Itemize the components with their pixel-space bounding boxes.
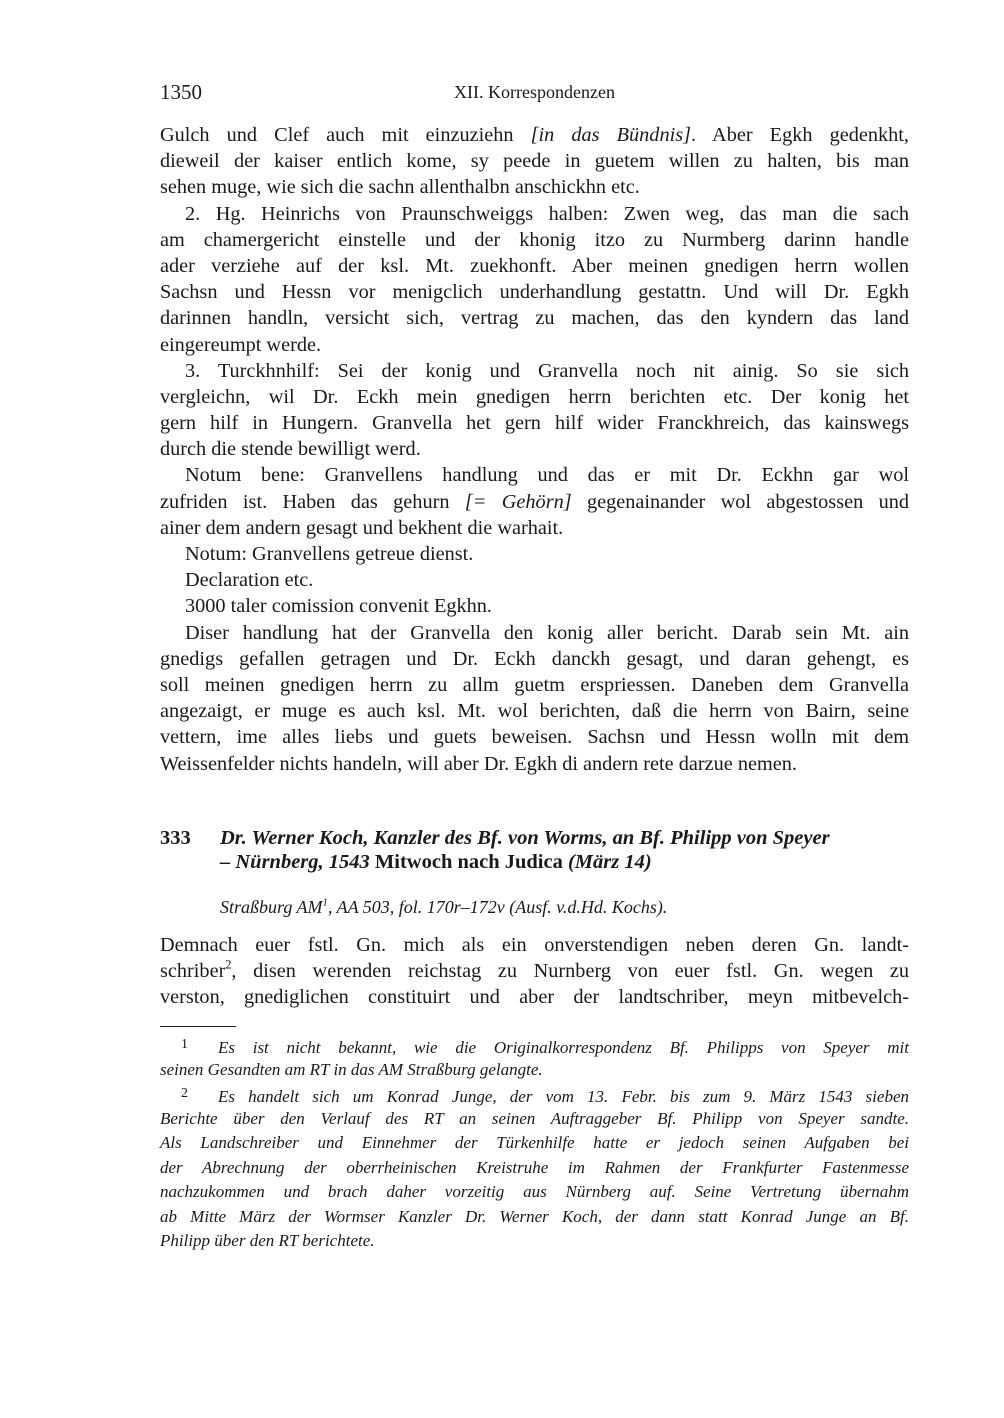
- text-line: [160, 932, 909, 958]
- text-line: [160, 984, 909, 1010]
- text-segment: vergleichn, wil Dr. Eckh mein gnedigen herrn berichten etc. Der konig het: [160, 385, 909, 408]
- footnotes: [160, 1033, 909, 1254]
- text-segment: Sachsn und Hessn vor menigclich underhandlung gestattn. Und will Dr. Egkh: [160, 281, 909, 304]
- text-segment: angezaigt, er muge es auch ksl. Mt. wol berichten, daß die herrn von Bairn, seine: [160, 700, 909, 723]
- footnote-number: 1: [181, 1037, 188, 1052]
- text-segment: Gulch und Clef auch mit einzuziehn: [160, 124, 531, 146]
- running-title: XII. Korrespondenzen: [454, 82, 615, 102]
- text-line: [160, 332, 909, 358]
- source-reference: [160, 897, 969, 918]
- text-segment: Notum bene: Granvellens handlung und das er mit Dr. Eckhn gar wol: [185, 464, 909, 487]
- text-line: [160, 593, 909, 619]
- source-details: , AA 503, fol. 170r–172v (Ausf. v.d.Hd. Kochs).: [327, 897, 668, 917]
- body-text-top: [160, 122, 909, 777]
- body-text-bottom: [160, 932, 909, 1011]
- document-date-original: Mitwoch nach Judica: [369, 851, 568, 873]
- footnote-text: der Abrechnung der oberrheinischen Kreistruhe im Rahmen der Frankfurter Fastenmesse: [160, 1157, 909, 1177]
- text-line: [160, 384, 909, 410]
- footnote-ref-1[interactable]: 1: [322, 896, 328, 909]
- text-segment: gnedigs gefallen getragen und Dr. Eckh danckh gesagt, und daran gehengt, es: [160, 647, 909, 670]
- text-segment: dieweil der kaiser entlich kome, sy peede in guetem willen zu halten, bis man: [160, 150, 909, 173]
- text-segment: vettern, ime alles liebs und guets beweisen. Sachsn und Hessn wolln mit dem: [160, 726, 909, 749]
- text-line: [160, 489, 909, 515]
- document-heading: [160, 826, 909, 874]
- text-line: [160, 410, 909, 436]
- footnote-line: [160, 1033, 909, 1058]
- footnote-line: [160, 1107, 909, 1132]
- text-line: [160, 148, 909, 174]
- text-line: [160, 515, 909, 541]
- footnote-text: Es handelt sich um Konrad Junge, der vom 13. Febr. bis zum 9. März 1543 sieben: [218, 1086, 909, 1106]
- text-segment: darinnen handln, versicht sich, vertrag zu machen, das den kyndern das land: [160, 307, 909, 330]
- text-segment: gern hilf in Hungern. Granvella het gern hilf wider Franckhreich, das kainswegs: [160, 412, 909, 435]
- footnote-text: nachzukommen und brach daher vorzeitig aus Nürnberg auf. Seine Vertretung übernahm: [160, 1182, 909, 1201]
- footnote-line: [160, 1082, 909, 1107]
- footnote-line: [160, 1180, 909, 1205]
- text-line: [160, 541, 909, 567]
- page-number: 1350: [160, 80, 202, 104]
- text-line: [160, 279, 909, 305]
- text-segment: 3. Turckhnhilf: Sei der konig und Granvella noch nit ainig. So sie sich: [185, 359, 909, 382]
- text-line: [160, 751, 909, 777]
- footnote-text: Berichte über den Verlauf des RT an seinen Auftraggeber Bf. Philipp von Speyer sandte.: [160, 1108, 909, 1128]
- footnote-line: [160, 1131, 909, 1156]
- text-segment: Declaration etc.: [185, 569, 314, 592]
- footnote-line: [160, 1229, 909, 1254]
- text-segment: gegenainander wol abgestossen und: [571, 490, 910, 513]
- footnote-line: [160, 1205, 909, 1230]
- source-archive: Straßburg AM: [220, 897, 323, 917]
- editorial-insertion: [in das Bündnis]: [530, 124, 692, 146]
- text-line: [160, 724, 909, 750]
- footnote-ref-2[interactable]: 2: [225, 957, 232, 972]
- text-line: [160, 174, 909, 200]
- text-segment: sehen muge, wie sich die sachn allenthalbn anschickhn etc.: [160, 176, 640, 199]
- text-line: [160, 436, 909, 462]
- text-line: [160, 672, 909, 698]
- text-segment: soll meinen gnedigen herrn zu allm guetm erspriessen. Daneben dem Granvella: [160, 673, 909, 696]
- footnote-text: Philipp über den RT berichtete.: [160, 1231, 375, 1250]
- document-title: Dr. Werner Koch, Kanzler des Bf. von Worms, an Bf. Philipp von Speyer: [220, 827, 830, 849]
- text-segment: eingereumpt werde.: [160, 333, 322, 356]
- footnote-line: [160, 1058, 909, 1083]
- text-line: [160, 698, 909, 724]
- text-line: [160, 462, 909, 488]
- page-header: [160, 80, 909, 106]
- text-segment: Diser handlung hat der Granvella den konig aller bericht. Darab sein Mt. ain: [185, 621, 909, 644]
- document-date-modern: (März 14): [567, 851, 652, 873]
- text-segment: Notum: Granvellens getreue dienst.: [185, 543, 474, 565]
- footnote-text: Es ist nicht bekannt, wie die Originalkorrespondenz Bf. Philipps von Speyer mit: [218, 1037, 909, 1057]
- text-segment: durch die stende bewilligt werd.: [160, 438, 421, 461]
- text-line: [160, 227, 909, 253]
- footnote-divider: [160, 1026, 236, 1027]
- text-segment: ainer dem andern gesagt und bekhent die warhait.: [160, 516, 564, 539]
- editorial-insertion: [= Gehörn]: [464, 490, 572, 513]
- text-segment: . Aber Egkh gedenkht,: [691, 124, 909, 146]
- text-line: [160, 646, 909, 672]
- footnote-text: seinen Gesandten am RT in das AM Straßburg gelangte.: [160, 1059, 543, 1079]
- text-line: [160, 122, 909, 148]
- text-segment: 3000 taler comission convenit Egkhn.: [185, 595, 492, 618]
- text-line: [160, 358, 909, 384]
- text-line: [160, 958, 909, 984]
- text-segment: zufriden ist. Haben das gehurn: [160, 490, 465, 513]
- text-segment: am chamergericht einstelle und der khonig itzo zu Nurmberg darinn handle: [160, 228, 909, 251]
- text-line: [160, 620, 909, 646]
- footnote-line: [160, 1156, 909, 1181]
- text-segment: 2. Hg. Heinrichs von Praunschweiggs halben: Zwen weg, das man die sach: [185, 202, 909, 225]
- text-segment: , disen werenden reichstag zu Nurnberg von euer fstl. Gn. wegen zu: [231, 960, 909, 983]
- footnote-text: ab Mitte März der Wormser Kanzler Dr. Werner Koch, der dann statt Konrad Junge an Bf.: [160, 1206, 909, 1226]
- text-line: [160, 201, 909, 227]
- text-segment: ader verziehe auf der ksl. Mt. zuekhonft. Aber meinen gnedigen herrn wollen: [160, 254, 909, 277]
- document-number: 333: [160, 827, 191, 849]
- text-line: [160, 305, 909, 331]
- document-place-year: – Nürnberg, 1543: [220, 851, 370, 873]
- text-line: [160, 567, 909, 593]
- heading-line-2: [160, 850, 909, 874]
- text-segment: Demnach euer fstl. Gn. mich als ein onverstendigen neben deren Gn. landt-: [160, 934, 909, 956]
- footnote-text: Als Landschreiber und Einnehmer der Türkenhilfe hatte er jedoch seinen Aufgaben bei: [160, 1133, 909, 1152]
- text-segment: Weissenfelder nichts handeln, will aber Dr. Egkh di andern rete darzue nemen.: [160, 752, 797, 775]
- heading-line-1: [160, 826, 909, 850]
- text-segment: verston, gnediglichen constituirt und aber der landtschriber, meyn mitbevelch-: [160, 986, 909, 1009]
- text-segment: schriber: [160, 960, 226, 983]
- footnote-number: 2: [181, 1086, 188, 1101]
- text-line: [160, 253, 909, 279]
